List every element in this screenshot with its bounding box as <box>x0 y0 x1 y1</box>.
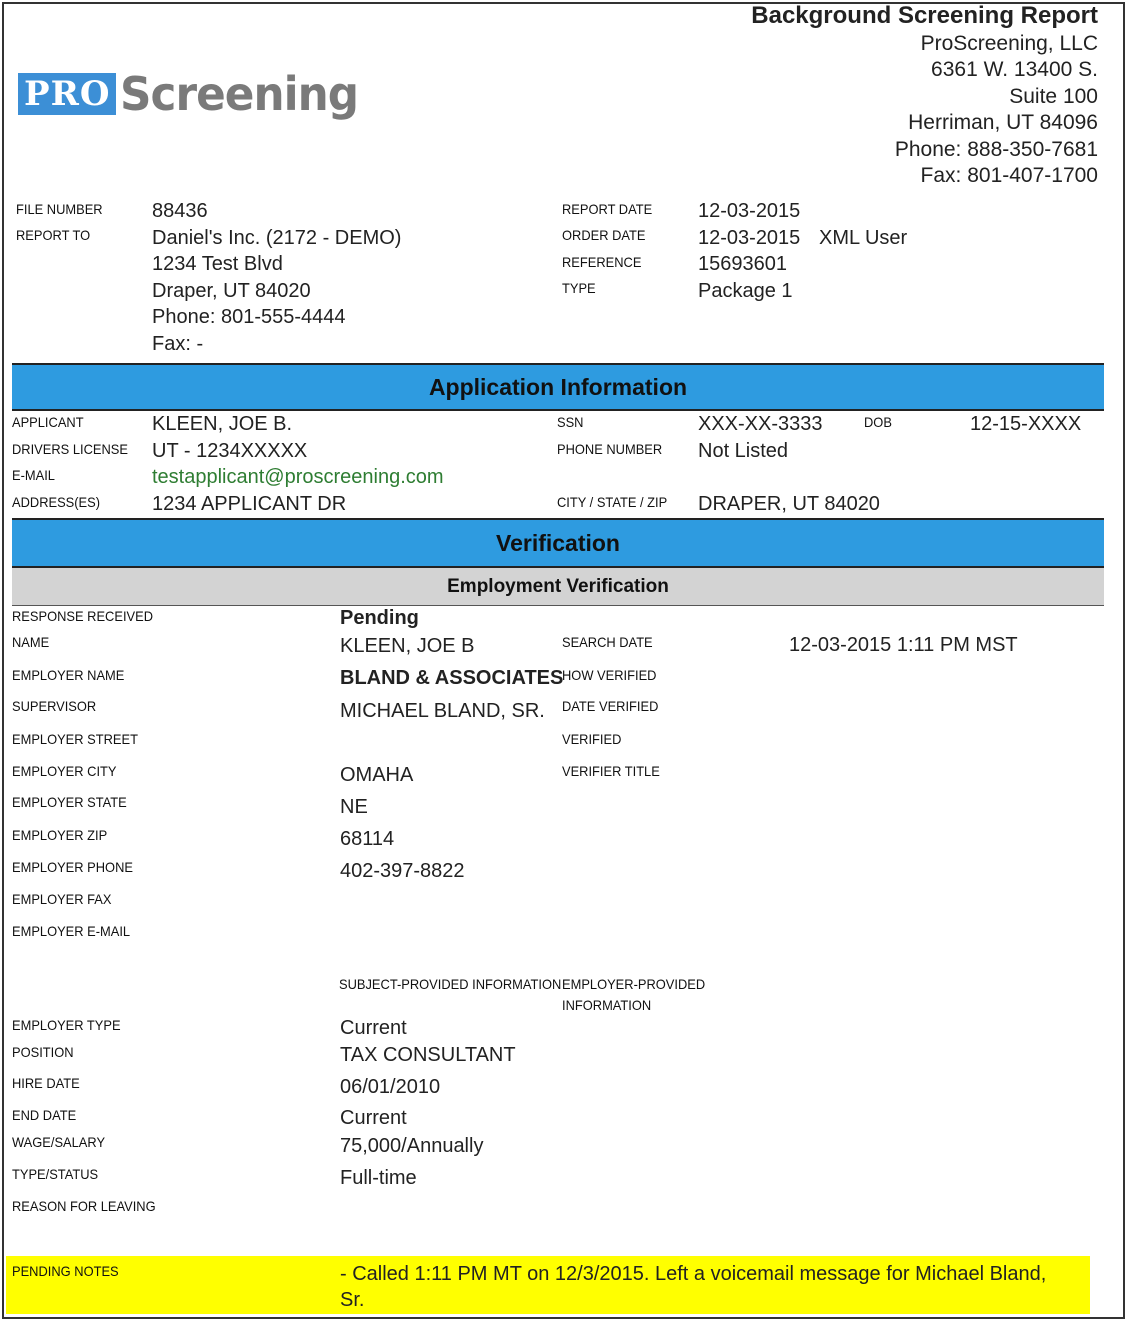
reference-value: 15693601 <box>698 253 787 275</box>
pending-notes-line1: - Called 1:11 PM MT on 12/3/2015. Left a voicemail message for Michael Bland, <box>340 1263 1047 1285</box>
ssn-label: SSN <box>557 414 584 430</box>
report-to-fax: Fax: - <box>152 333 204 355</box>
employer-name-label: EMPLOYER NAME <box>12 667 125 683</box>
order-user-value: XML User <box>819 227 908 249</box>
verifier-title-label: VERIFIER TITLE <box>562 763 660 779</box>
city-state-zip-value: DRAPER, UT 84020 <box>698 493 880 515</box>
employer-city-value: OMAHA <box>340 764 414 786</box>
employer-phone-value: 402-397-8822 <box>340 860 465 882</box>
employer-name-value: BLAND & ASSOCIATES <box>340 667 564 689</box>
dob-value: 12-15-XXXX <box>970 413 1082 435</box>
order-date-value: 12-03-2015 <box>698 227 801 249</box>
file-number-label: FILE NUMBER <box>16 201 103 217</box>
position-value: TAX CONSULTANT <box>340 1044 516 1066</box>
pending-notes-line2: Sr. <box>340 1289 365 1311</box>
employer-street-label: EMPLOYER STREET <box>12 731 138 747</box>
applicant-value: KLEEN, JOE B. <box>152 413 293 435</box>
proscreening-logo <box>18 66 371 122</box>
ssn-value: XXX-XX-3333 <box>698 413 823 435</box>
type-status-value: Full-time <box>340 1167 417 1189</box>
addresses-label: ADDRESS(ES) <box>12 494 101 510</box>
employer-fax-label: EMPLOYER FAX <box>12 891 112 907</box>
company-city: Herriman, UT 84096 <box>908 111 1098 134</box>
report-title: Background Screening Report <box>751 2 1098 29</box>
supervisor-value: MICHAEL BLAND, SR. <box>340 700 545 722</box>
search-date-value: 12-03-2015 1:11 PM MST <box>789 634 1018 656</box>
name-label: NAME <box>12 634 50 650</box>
report-to-label: REPORT TO <box>16 227 91 243</box>
email-label: E-MAIL <box>12 467 55 483</box>
company-name: ProScreening, LLC <box>920 32 1098 55</box>
type-label: TYPE <box>562 280 596 296</box>
pending-notes-label: PENDING NOTES <box>12 1263 119 1279</box>
response-received-value: Pending <box>340 607 419 629</box>
company-address-line2: Suite 100 <box>1009 85 1098 108</box>
wage-salary-label: WAGE/SALARY <box>12 1134 106 1150</box>
hire-date-label: HIRE DATE <box>12 1075 80 1091</box>
order-date-label: ORDER DATE <box>562 227 646 243</box>
file-number-value: 88436 <box>152 200 208 222</box>
response-received-label: RESPONSE RECEIVED <box>12 608 154 624</box>
company-address-line1: 6361 W. 13400 S. <box>931 58 1098 81</box>
hire-date-value: 06/01/2010 <box>340 1076 441 1098</box>
city-state-zip-label: CITY / STATE / ZIP <box>557 494 668 510</box>
how-verified-label: HOW VERIFIED <box>562 667 657 683</box>
end-date-label: END DATE <box>12 1107 77 1123</box>
end-date-value: Current <box>340 1107 407 1129</box>
drivers-license-value: UT - 1234XXXXX <box>152 440 308 462</box>
email-value: testapplicant@proscreening.com <box>152 466 444 488</box>
verification-header: Verification <box>12 518 1104 568</box>
employer-state-label: EMPLOYER STATE <box>12 794 127 810</box>
employer-type-label: EMPLOYER TYPE <box>12 1017 121 1033</box>
logo-screening-text: Screening <box>120 67 359 121</box>
name-value: KLEEN, JOE B <box>340 635 475 657</box>
supervisor-label: SUPERVISOR <box>12 698 97 714</box>
employer-type-value: Current <box>340 1017 407 1039</box>
reason-for-leaving-label: REASON FOR LEAVING <box>12 1198 156 1214</box>
employment-verification-header: Employment Verification <box>12 568 1104 606</box>
report-date-label: REPORT DATE <box>562 201 653 217</box>
type-value: Package 1 <box>698 280 793 302</box>
phone-number-label: PHONE NUMBER <box>557 441 663 457</box>
verified-label: VERIFIED <box>562 731 622 747</box>
employer-phone-label: EMPLOYER PHONE <box>12 859 133 875</box>
date-verified-label: DATE VERIFIED <box>562 698 659 714</box>
report-to-phone: Phone: 801-555-4444 <box>152 306 346 328</box>
employer-zip-value: 68114 <box>340 828 395 850</box>
drivers-license-label: DRIVERS LICENSE <box>12 441 128 457</box>
employer-zip-label: EMPLOYER ZIP <box>12 827 108 843</box>
address-value: 1234 APPLICANT DR <box>152 493 347 515</box>
company-phone: Phone: 888-350-7681 <box>894 138 1098 161</box>
report-to-street: 1234 Test Blvd <box>152 253 283 275</box>
report-to-name: Daniel's Inc. (2172 - DEMO) <box>152 227 402 249</box>
company-fax: Fax: 801-407-1700 <box>920 164 1098 187</box>
employer-city-label: EMPLOYER CITY <box>12 763 117 779</box>
search-date-label: SEARCH DATE <box>562 634 653 650</box>
wage-salary-value: 75,000/Annually <box>340 1135 484 1157</box>
logo-pro-text: PRO <box>18 73 116 115</box>
dob-label: DOB <box>864 414 892 430</box>
type-status-label: TYPE/STATUS <box>12 1166 99 1182</box>
applicant-label: APPLICANT <box>12 414 84 430</box>
application-information-header: Application Information <box>12 363 1104 411</box>
report-date-value: 12-03-2015 <box>698 200 801 222</box>
report-to-city: Draper, UT 84020 <box>152 280 311 302</box>
phone-number-value: Not Listed <box>698 440 789 462</box>
position-label: POSITION <box>12 1044 74 1060</box>
employer-state-value: NE <box>340 796 368 818</box>
employer-email-label: EMPLOYER E-MAIL <box>12 923 131 939</box>
subject-provided-header: SUBJECT-PROVIDED INFORMATION <box>339 976 562 992</box>
employer-provided-header-line2: INFORMATION <box>562 997 652 1013</box>
employer-provided-header-line1: EMPLOYER-PROVIDED <box>562 976 706 992</box>
reference-label: REFERENCE <box>562 254 642 270</box>
